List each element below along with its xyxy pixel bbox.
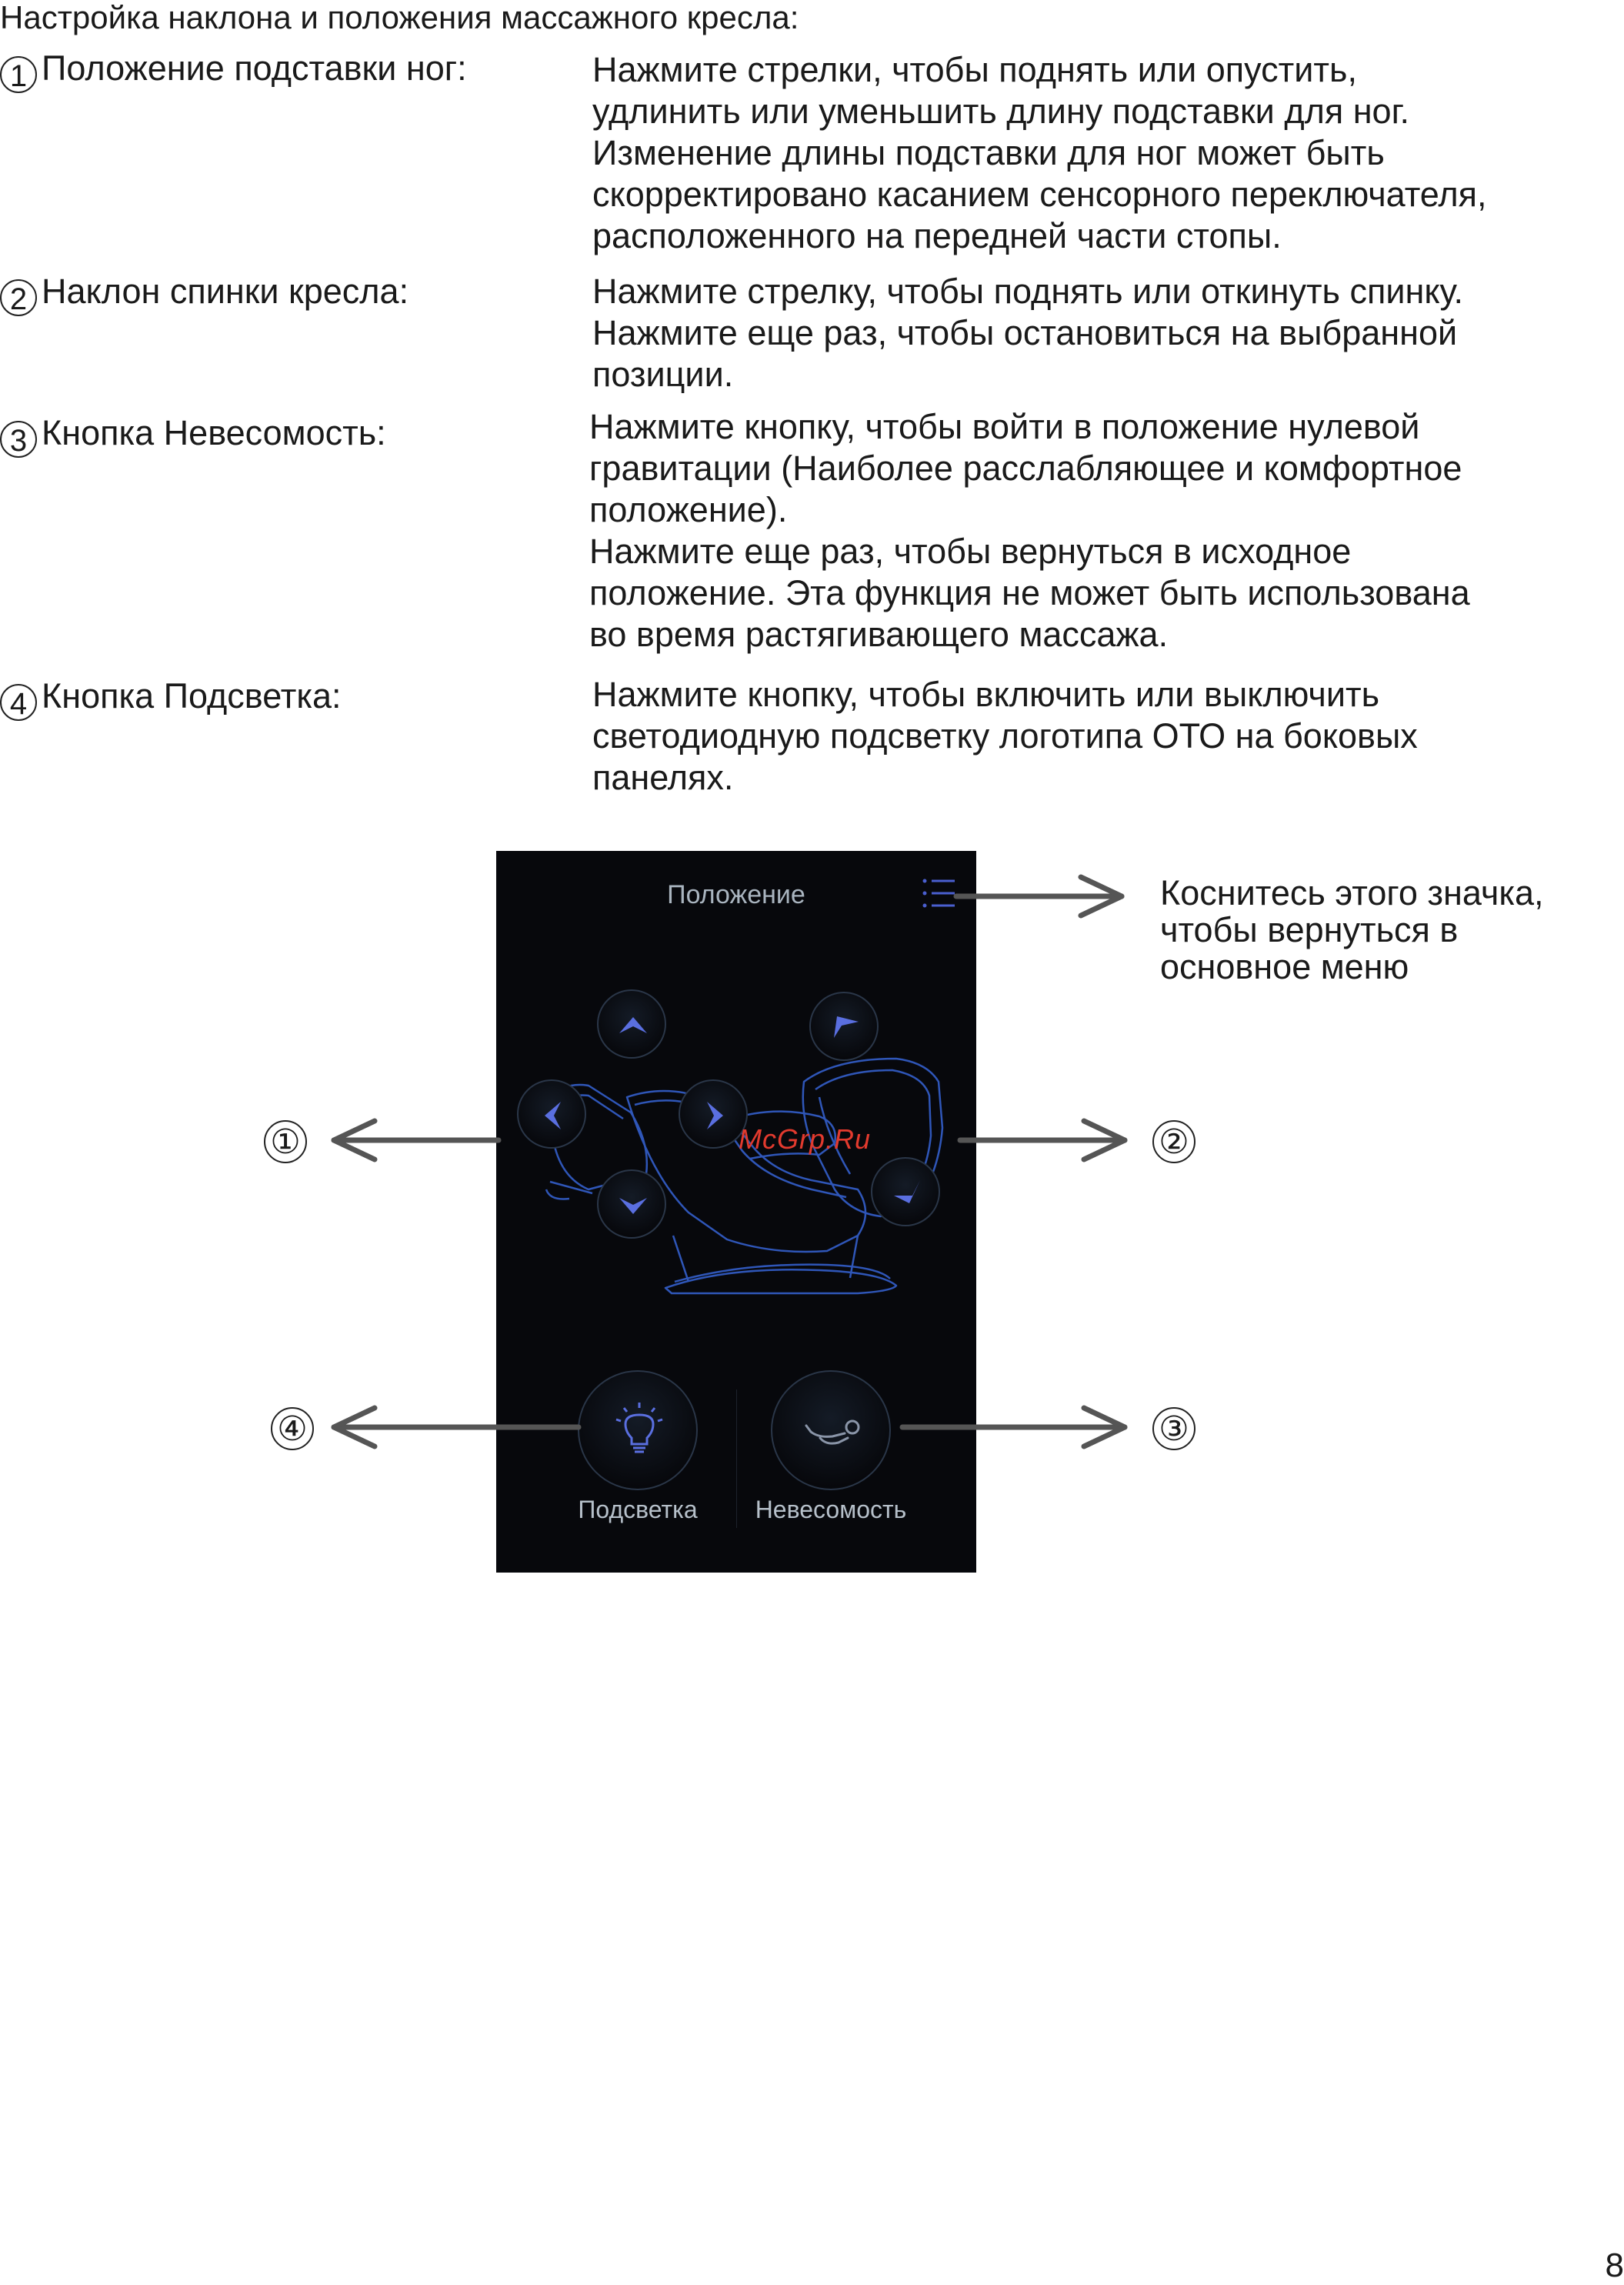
item-2-line: Нажмите еще раз, чтобы остановиться на выбранной <box>592 313 1458 352</box>
item-1-line: удлинить или уменьшить длину подставки для ног. <box>592 92 1410 131</box>
item-2-line: позиции. <box>592 355 734 394</box>
item-3-line: гравитации (Наиболее расслабляющее и комфортное <box>589 449 1462 488</box>
page-number: 8 <box>1605 2247 1624 2284</box>
callout-1: ① <box>264 1120 307 1163</box>
item-1-line: Нажмите стрелки, чтобы поднять или опустить, <box>592 50 1357 89</box>
light-button-label: Подсветка <box>578 1496 698 1523</box>
item-3-line: Нажмите кнопку, чтобы войти в положение нулевой <box>589 407 1420 446</box>
item-3-line: положение). <box>589 490 788 529</box>
callout-3: ③ <box>1152 1407 1195 1450</box>
item-4-number: 4 <box>0 684 37 721</box>
item-4-label: Кнопка Подсветка: <box>42 676 342 716</box>
item-3-label: Кнопка Невесомость: <box>42 413 386 452</box>
menu-note-line: чтобы вернуться в <box>1160 910 1459 949</box>
zero-gravity-button-label: Невесомость <box>755 1496 907 1523</box>
item-1-label: Положение подставки ног: <box>42 48 467 88</box>
item-1-line: скорректировано касанием сенсорного переключателя, <box>592 175 1487 214</box>
screen-title: Положение <box>667 880 805 909</box>
menu-note-line: Коснитесь этого значка, <box>1160 873 1544 912</box>
item-3-line: Нажмите еще раз, чтобы вернуться в исходное <box>589 532 1352 571</box>
item-3-line: во время растягивающего массажа. <box>589 615 1169 654</box>
item-2-label: Наклон спинки кресла: <box>42 272 409 311</box>
item-4-line: Нажмите кнопку, чтобы включить или выключить <box>592 675 1380 714</box>
callout-2: ② <box>1152 1120 1195 1163</box>
item-1-number: 1 <box>0 56 37 93</box>
item-1-line: расположенного на передней части стопы. <box>592 216 1282 255</box>
watermark: McGrp.Ru <box>739 1123 872 1155</box>
item-4-line: светодиодную подсветку логотипа ОТО на боковых <box>592 716 1418 756</box>
item-2-number: 2 <box>0 279 37 316</box>
callout-4: ④ <box>271 1407 314 1450</box>
menu-icon-note <box>1160 875 1544 986</box>
item-3-line: положение. Эта функция не может быть использована <box>589 573 1470 612</box>
item-2-line: Нажмите стрелку, чтобы поднять или откинуть спинку. <box>592 272 1464 311</box>
page-heading: Настройка наклона и положения массажного кресла: <box>0 0 799 35</box>
menu-note-line: основное меню <box>1160 947 1409 986</box>
item-3-number: 3 <box>0 421 37 458</box>
item-4-line: панелях. <box>592 758 734 797</box>
item-1-line: Изменение длины подставки для ног может быть <box>592 133 1385 172</box>
